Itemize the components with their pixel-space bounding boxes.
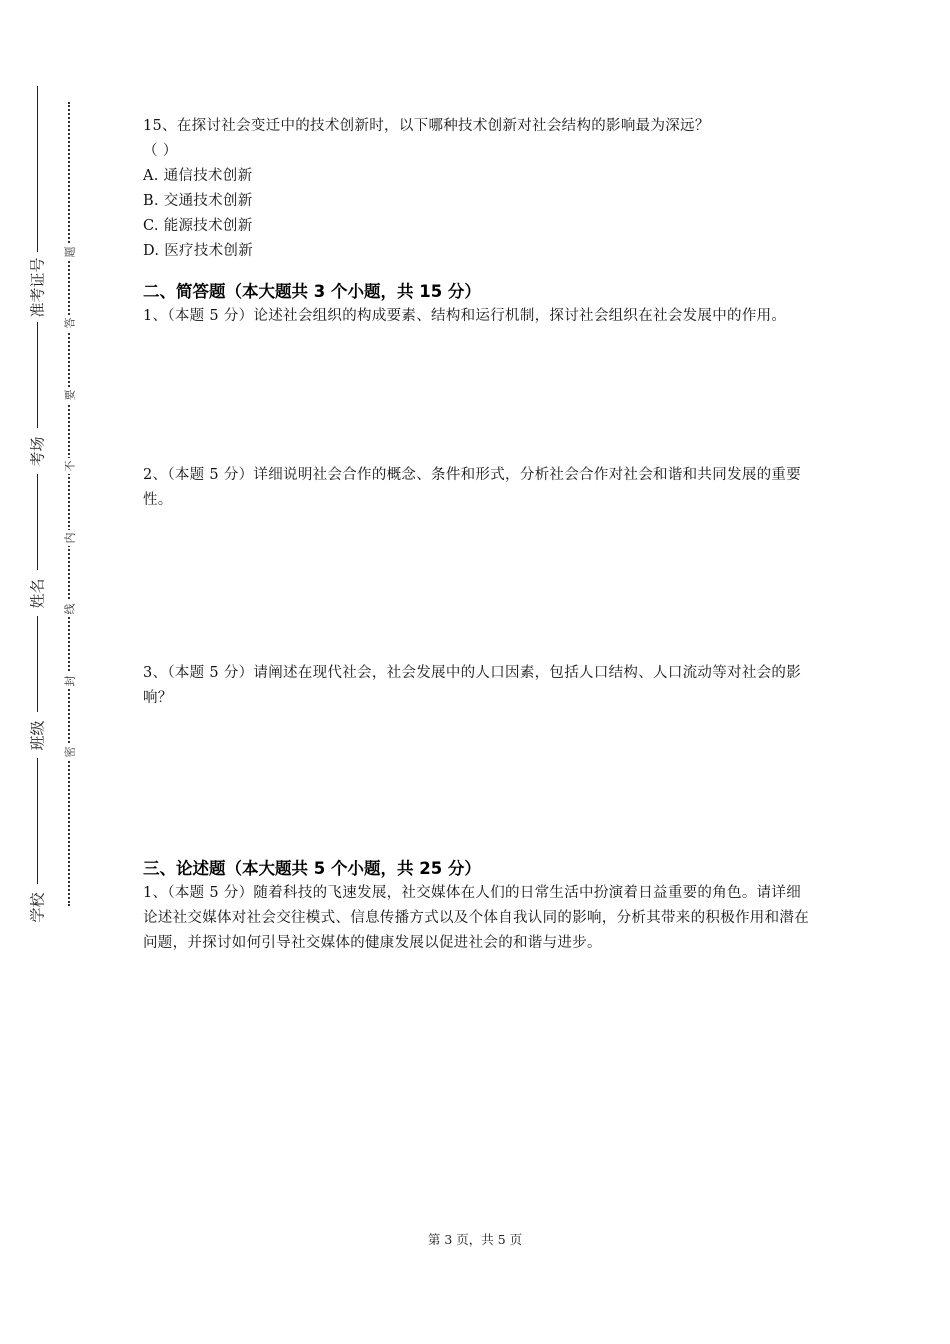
- section-title: 三、论述题（本大题共 5 个小题，共 25 分）: [143, 859, 481, 878]
- seal-char: 内: [60, 530, 78, 546]
- short-answer-question: 1、（本题 5 分）论述社会组织的构成要素、结构和运行机制，探讨社会组织在社会发展中的作用。: [143, 308, 787, 324]
- short-answer-question: 3、（本题 5 分）请阐述在现代社会，社会发展中的人口因素，包括人口结构、人口流动等对社会的影响？: [143, 665, 802, 706]
- option-c: C. 能源技术创新: [143, 218, 253, 234]
- seal-char: 不: [60, 458, 78, 474]
- field-exam-room-label: 考场: [22, 428, 52, 474]
- field-class-label: 班级: [22, 712, 52, 758]
- answer-space: [143, 329, 811, 463]
- binding-dotted-line: [68, 102, 70, 906]
- binding-margin: [0, 0, 110, 1344]
- section-title: 二、简答题（本大题共 3 个小题，共 15 分）: [143, 282, 481, 301]
- option-a: A. 通信技术创新: [143, 168, 253, 184]
- question-text: 15、在探讨社会变迁中的技术创新时，以下哪种技术创新对社会结构的影响最为深远？: [143, 118, 710, 134]
- answer-blank: （ ）: [143, 143, 178, 159]
- seal-char: 密: [60, 744, 78, 760]
- seal-char: 题: [60, 244, 78, 260]
- option-d: D. 医疗技术创新: [143, 243, 254, 259]
- field-name-label: 姓名: [22, 570, 52, 616]
- essay-section: [143, 857, 811, 956]
- multiple-choice-question: [143, 114, 811, 264]
- page-footer: 第 3 页，共 5 页: [427, 1232, 523, 1247]
- answer-space: [143, 711, 811, 857]
- short-answer-question: 2、（本题 5 分）详细说明社会合作的概念、条件和形式，分析社会合作对社会和谐和共同发展的重要性。: [143, 467, 802, 508]
- field-school-label: 学校: [22, 884, 52, 930]
- binding-solid-line: [37, 86, 38, 908]
- essay-question: 1、（本题 5 分）随着科技的飞速发展，社交媒体在人们的日常生活中扮演着日益重要的角色。请详细论述社交媒体对社会交往模式、信息传播方式以及个体自我认同的影响，分析其带来的积极作用和潜在问题，并探讨如何引导社交媒体的健康发展以促进社会的和谐与进步。: [143, 885, 809, 951]
- option-b: B. 交通技术创新: [143, 193, 253, 209]
- seal-char: 要: [60, 387, 78, 403]
- seal-char: 线: [60, 601, 78, 617]
- seal-char: 答: [60, 315, 78, 331]
- seal-char: 封: [60, 673, 78, 689]
- answer-space: [143, 513, 811, 661]
- field-exam-number-label: 准考证号: [22, 252, 52, 322]
- exam-content: [143, 114, 811, 956]
- short-answer-section: [143, 280, 811, 857]
